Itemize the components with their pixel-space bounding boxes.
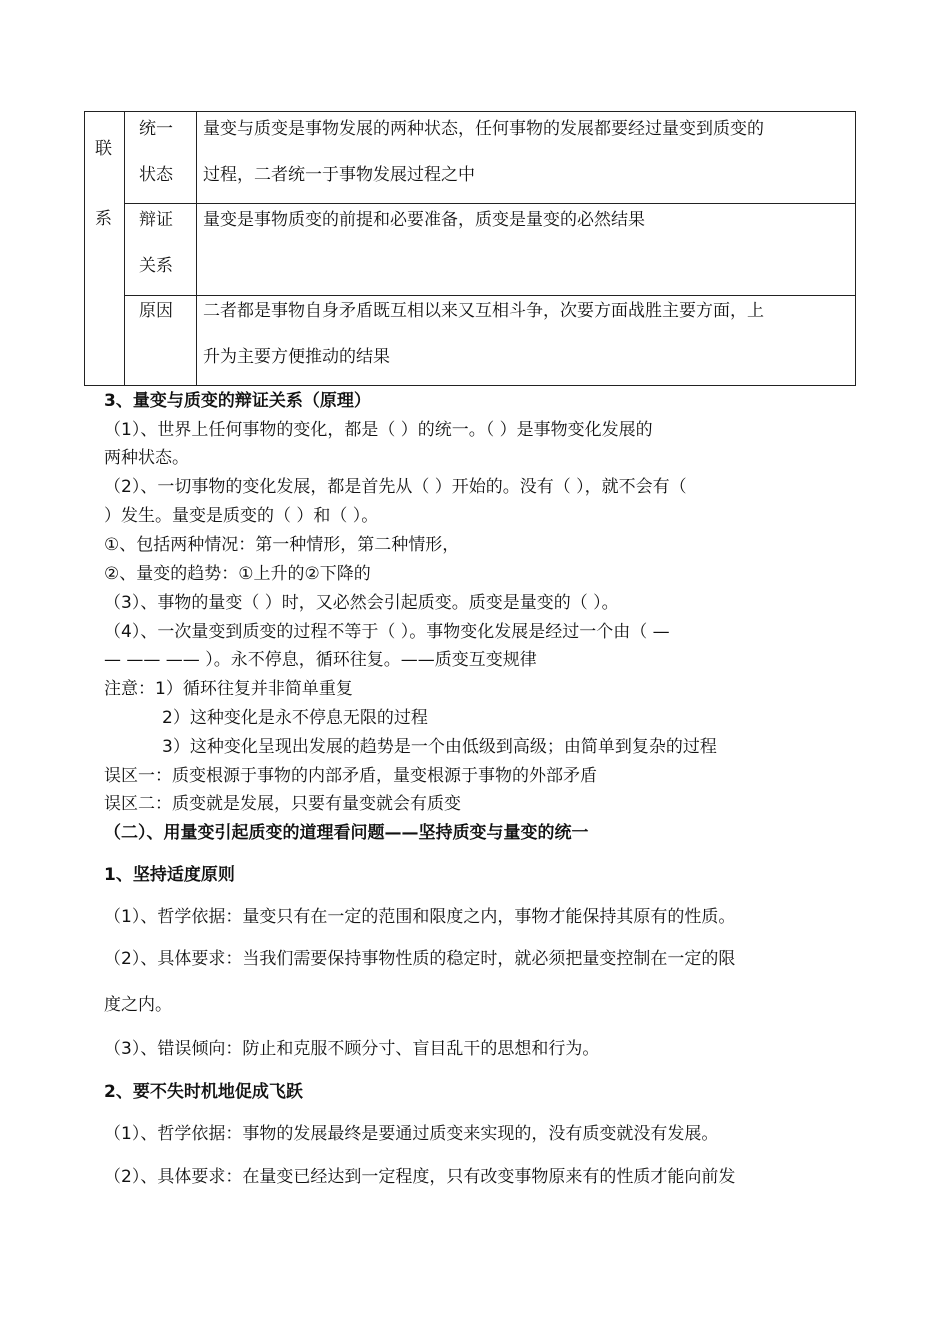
paragraph-line: （3）、事物的量变（ ）时，又必然会引起质变。质变是量变的（ ）。	[104, 593, 619, 613]
note-line: 注意：1）循环往复并非简单重复	[104, 679, 353, 699]
group-label: 系	[95, 209, 112, 229]
paragraph-line: （4）、一次量变到质变的过程不等于（ ）。事物变化发展是经过一个由（ —	[104, 622, 670, 642]
paragraph-line: （3）、错误倾向：防止和克服不顾分寸、盲目乱干的思想和行为。	[104, 1039, 600, 1059]
row-text: 量变是事物质变的前提和必要准备，质变是量变的必然结果	[203, 210, 645, 230]
paragraph-line: — —— —— ）。永不停息，循环往复。——质变互变规律	[104, 650, 537, 670]
section-heading: 3、量变与质变的辩证关系（原理）	[104, 391, 371, 411]
note-line: 3）这种变化呈现出发展的趋势是一个由低级到高级；由简单到复杂的过程	[162, 737, 717, 757]
group-label: 联	[95, 139, 112, 159]
paragraph-line: （2）、具体要求：当我们需要保持事物性质的稳定时，就必须把量变控制在一定的限	[104, 949, 736, 969]
row-label: 关系	[139, 256, 173, 276]
paragraph-line: 两种状态。	[104, 448, 189, 468]
paragraph-line: ②、量变的趋势：①上升的②下降的	[104, 564, 371, 584]
subsection-heading: 2、要不失时机地促成飞跃	[104, 1082, 303, 1102]
paragraph-line: 度之内。	[104, 995, 172, 1015]
table-column-rule	[124, 112, 125, 385]
note-line: 2）这种变化是永不停息无限的过程	[162, 708, 428, 728]
paragraph-line: （1）、哲学依据：量变只有在一定的范围和限度之内，事物才能保持其原有的性质。	[104, 907, 736, 927]
relation-table	[84, 111, 856, 386]
row-text: 过程，二者统一于事物发展过程之中	[203, 165, 475, 185]
row-text: 量变与质变是事物发展的两种状态，任何事物的发展都要经过量变到质变的	[203, 119, 764, 139]
section-heading: （二）、用量变引起质变的道理看问题——坚持质变与量变的统一	[104, 823, 589, 843]
misconception-line: 误区二：质变就是发展，只要有量变就会有质变	[104, 794, 461, 814]
paragraph-line: （2）、一切事物的变化发展，都是首先从（ ）开始的。没有（ ），就不会有（	[104, 477, 687, 497]
subsection-heading: 1、坚持适度原则	[104, 865, 235, 885]
table-column-rule	[196, 112, 197, 385]
paragraph-line: ①、包括两种情况：第一种情形，第二种情形，	[104, 535, 460, 555]
row-label: 原因	[139, 301, 173, 321]
row-text: 二者都是事物自身矛盾既互相以来又互相斗争，次要方面战胜主要方面，上	[203, 301, 764, 321]
row-label: 辩证	[139, 210, 173, 230]
row-label: 状态	[139, 165, 173, 185]
paragraph-line: ）发生。量变是质变的（ ）和（ ）。	[104, 506, 379, 526]
row-text: 升为主要方便推动的结果	[203, 347, 390, 367]
misconception-line: 误区一：质变根源于事物的内部矛盾，量变根源于事物的外部矛盾	[104, 766, 597, 786]
paragraph-line: （2）、具体要求：在量变已经达到一定程度，只有改变事物原来有的性质才能向前发	[104, 1167, 736, 1187]
paragraph-line: （1）、哲学依据：事物的发展最终是要通过质变来实现的，没有质变就没有发展。	[104, 1124, 719, 1144]
paragraph-line: （1）、世界上任何事物的变化，都是（ ）的统一。（ ）是事物变化发展的	[104, 420, 653, 440]
row-label: 统一	[139, 119, 173, 139]
